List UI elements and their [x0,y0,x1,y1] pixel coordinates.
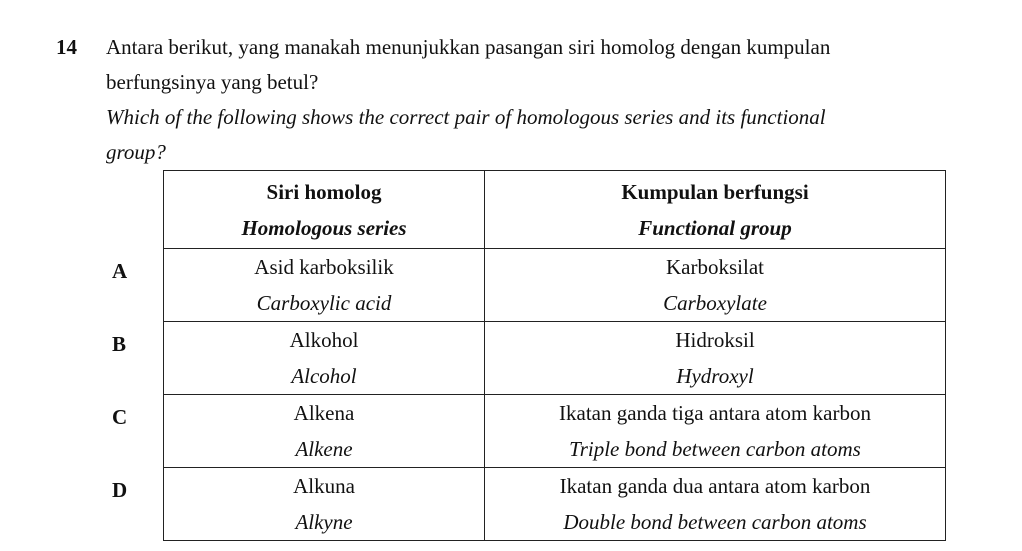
series-malay-b: Alkohol [289,328,359,352]
option-label-d[interactable]: D [112,478,128,502]
group-english-b: Hydroxyl [676,364,754,388]
series-english-d: Alkyne [295,510,353,534]
header-series-english: Homologous series [241,215,407,240]
group-malay-d: Ikatan ganda dua antara atom karbon [559,474,871,498]
series-malay-c: Alkena [293,401,355,425]
cell-group-c [485,395,946,468]
series-english-a: Carboxylic acid [256,291,392,315]
header-homologous-series [164,171,485,249]
question-number: 14 [56,35,77,59]
table-row-c [164,395,946,468]
series-english-c: Alkene [295,437,353,461]
group-malay-c: Ikatan ganda tiga antara atom karbon [559,401,871,425]
option-label-b[interactable]: B [112,332,127,356]
table-row-d [164,468,946,541]
series-english-b: Alcohol [291,364,357,388]
group-english-a: Carboxylate [663,291,767,315]
header-series-malay: Siri homolog [266,179,382,204]
question-english-line-2: group? [106,140,166,164]
question-text [106,30,1011,170]
answer-table [163,170,946,541]
cell-group-a [485,249,946,322]
cell-series-b [164,322,485,395]
group-english-d: Double bond between carbon atoms [563,510,867,534]
cell-series-a [164,249,485,322]
header-group-english: Functional group [638,215,792,240]
question-malay-line-1: Antara berikut, yang manakah menunjukkan pasangan siri homolog dengan kumpulan [106,35,831,59]
question-english-line-1: Which of the following shows the correct pair of homologous series and its functional [106,105,826,129]
cell-series-d [164,468,485,541]
series-malay-a: Asid karboksilik [254,255,394,279]
cell-group-b [485,322,946,395]
option-label-c[interactable]: C [112,405,128,429]
table-row-a [164,249,946,322]
series-malay-d: Alkuna [293,474,355,498]
group-malay-a: Karboksilat [666,255,764,279]
group-english-c: Triple bond between carbon atoms [569,437,861,461]
header-group-malay: Kumpulan berfungsi [621,179,809,204]
option-label-a[interactable]: A [112,259,128,283]
table-row-b [164,322,946,395]
cell-series-c [164,395,485,468]
cell-group-d [485,468,946,541]
header-functional-group [485,171,946,249]
table-header-row [164,171,946,249]
group-malay-b: Hidroksil [675,328,755,352]
question-malay-line-2: berfungsinya yang betul? [106,70,319,94]
